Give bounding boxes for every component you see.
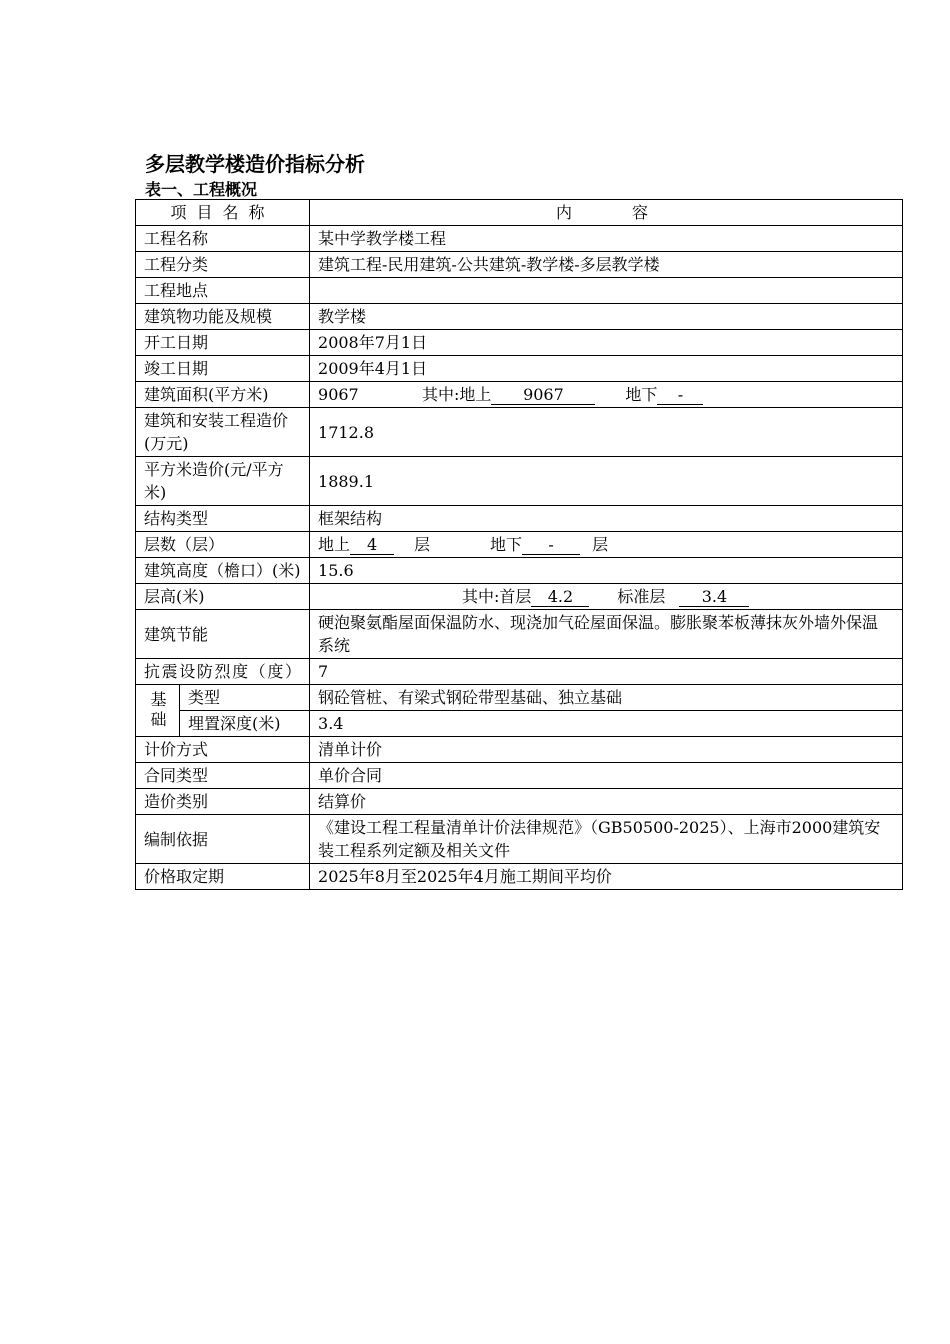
project-overview-table xyxy=(135,199,903,890)
table-row xyxy=(136,457,903,506)
row-label: 结构类型 xyxy=(136,506,310,532)
table-row xyxy=(136,356,903,382)
floor-area-above-label: 其中:地上 xyxy=(422,385,492,404)
row-label: 工程分类 xyxy=(136,252,310,278)
table-row xyxy=(136,408,903,457)
table-header-row xyxy=(136,200,903,226)
table-row xyxy=(136,659,903,685)
table-row xyxy=(136,763,903,789)
row-label: 建筑和安装工程造价(万元) xyxy=(136,408,310,457)
row-label: 计价方式 xyxy=(136,737,310,763)
row-label: 建筑节能 xyxy=(136,610,310,659)
table-row xyxy=(136,252,903,278)
floor-area-below-value: - xyxy=(657,386,703,405)
row-label: 编制依据 xyxy=(136,815,310,864)
story-height-first-value: 4.2 xyxy=(531,588,589,607)
table-row xyxy=(136,382,903,408)
stories-above-value: 4 xyxy=(350,536,394,555)
table-row xyxy=(136,584,903,610)
row-value: 结算价 xyxy=(310,789,903,815)
row-label: 层高(米) xyxy=(136,584,310,610)
table-row xyxy=(136,226,903,252)
table-row xyxy=(136,815,903,864)
row-value: 15.6 xyxy=(310,558,903,584)
row-label: 价格取定期 xyxy=(136,864,310,890)
stories-below-value: - xyxy=(522,536,580,555)
floor-area-above-value: 9067 xyxy=(491,386,595,405)
row-value: 2008年7月1日 xyxy=(310,330,903,356)
row-value: 1889.1 xyxy=(310,457,903,506)
row-label: 平方米造价(元/平方米) xyxy=(136,457,310,506)
header-label: 项目名称 xyxy=(136,200,310,226)
row-label: 合同类型 xyxy=(136,763,310,789)
floor-area-total: 9067 xyxy=(318,385,359,404)
foundation-type-value: 钢砼管桩、有梁式钢砼带型基础、独立基础 xyxy=(310,685,903,711)
row-label: 抗震设防烈度（度） xyxy=(136,659,310,685)
row-value: 《建设工程工程量清单计价法律规范》（GB50500-2025）、上海市2000建筑安装工程系列定额及相关文件 xyxy=(310,815,903,864)
row-value: 教学楼 xyxy=(310,304,903,330)
table-row xyxy=(136,789,903,815)
table-row xyxy=(136,737,903,763)
floor-area-below-label: 地下 xyxy=(625,385,658,404)
table-row xyxy=(136,711,903,737)
table-row xyxy=(136,330,903,356)
story-height-standard-label: 标准层 xyxy=(617,587,666,606)
row-value: 建筑工程-民用建筑-公共建筑-教学楼-多层教学楼 xyxy=(310,252,903,278)
row-value: 单价合同 xyxy=(310,763,903,789)
row-value: 某中学教学楼工程 xyxy=(310,226,903,252)
row-label: 造价类别 xyxy=(136,789,310,815)
row-value: 2025年8月至2025年4月施工期间平均价 xyxy=(310,864,903,890)
row-label: 建筑物功能及规模 xyxy=(136,304,310,330)
row-label: 竣工日期 xyxy=(136,356,310,382)
header-content: 内容 xyxy=(310,200,903,226)
row-value: 1712.8 xyxy=(310,408,903,457)
foundation-depth-value: 3.4 xyxy=(310,711,903,737)
foundation-depth-label: 埋置深度(米) xyxy=(180,711,310,737)
row-value xyxy=(310,278,903,304)
table-row xyxy=(136,558,903,584)
foundation-type-label: 类型 xyxy=(180,685,310,711)
stories-below-label: 地下 xyxy=(490,535,523,554)
row-label: 建筑面积(平方米) xyxy=(136,382,310,408)
row-value: 框架结构 xyxy=(310,506,903,532)
stories-above-label: 地上 xyxy=(318,535,351,554)
row-value xyxy=(310,532,903,558)
table-row xyxy=(136,532,903,558)
row-label: 开工日期 xyxy=(136,330,310,356)
story-height-first-label: 其中:首层 xyxy=(462,587,532,606)
row-value: 硬泡聚氨酯屋面保温防水、现浇加气砼屋面保温。膨胀聚苯板薄抹灰外墙外保温系统 xyxy=(310,610,903,659)
table-row xyxy=(136,506,903,532)
row-value xyxy=(310,584,903,610)
table-row xyxy=(136,864,903,890)
table-row xyxy=(136,278,903,304)
row-value: 7 xyxy=(310,659,903,685)
row-label: 建筑高度（檐口）(米) xyxy=(136,558,310,584)
story-height-standard-value: 3.4 xyxy=(679,588,749,607)
foundation-label: 基础 xyxy=(136,685,180,737)
stories-unit-2: 层 xyxy=(592,535,609,554)
table-row xyxy=(136,685,903,711)
row-label: 工程地点 xyxy=(136,278,310,304)
row-value: 清单计价 xyxy=(310,737,903,763)
row-value xyxy=(310,382,903,408)
page-title: 多层教学楼造价指标分析 xyxy=(145,152,365,176)
table-caption: 表一、工程概况 xyxy=(145,180,258,199)
stories-unit-1: 层 xyxy=(414,535,431,554)
table-row xyxy=(136,304,903,330)
table-row xyxy=(136,610,903,659)
row-label: 工程名称 xyxy=(136,226,310,252)
row-value: 2009年4月1日 xyxy=(310,356,903,382)
row-label: 层数（层） xyxy=(136,532,310,558)
